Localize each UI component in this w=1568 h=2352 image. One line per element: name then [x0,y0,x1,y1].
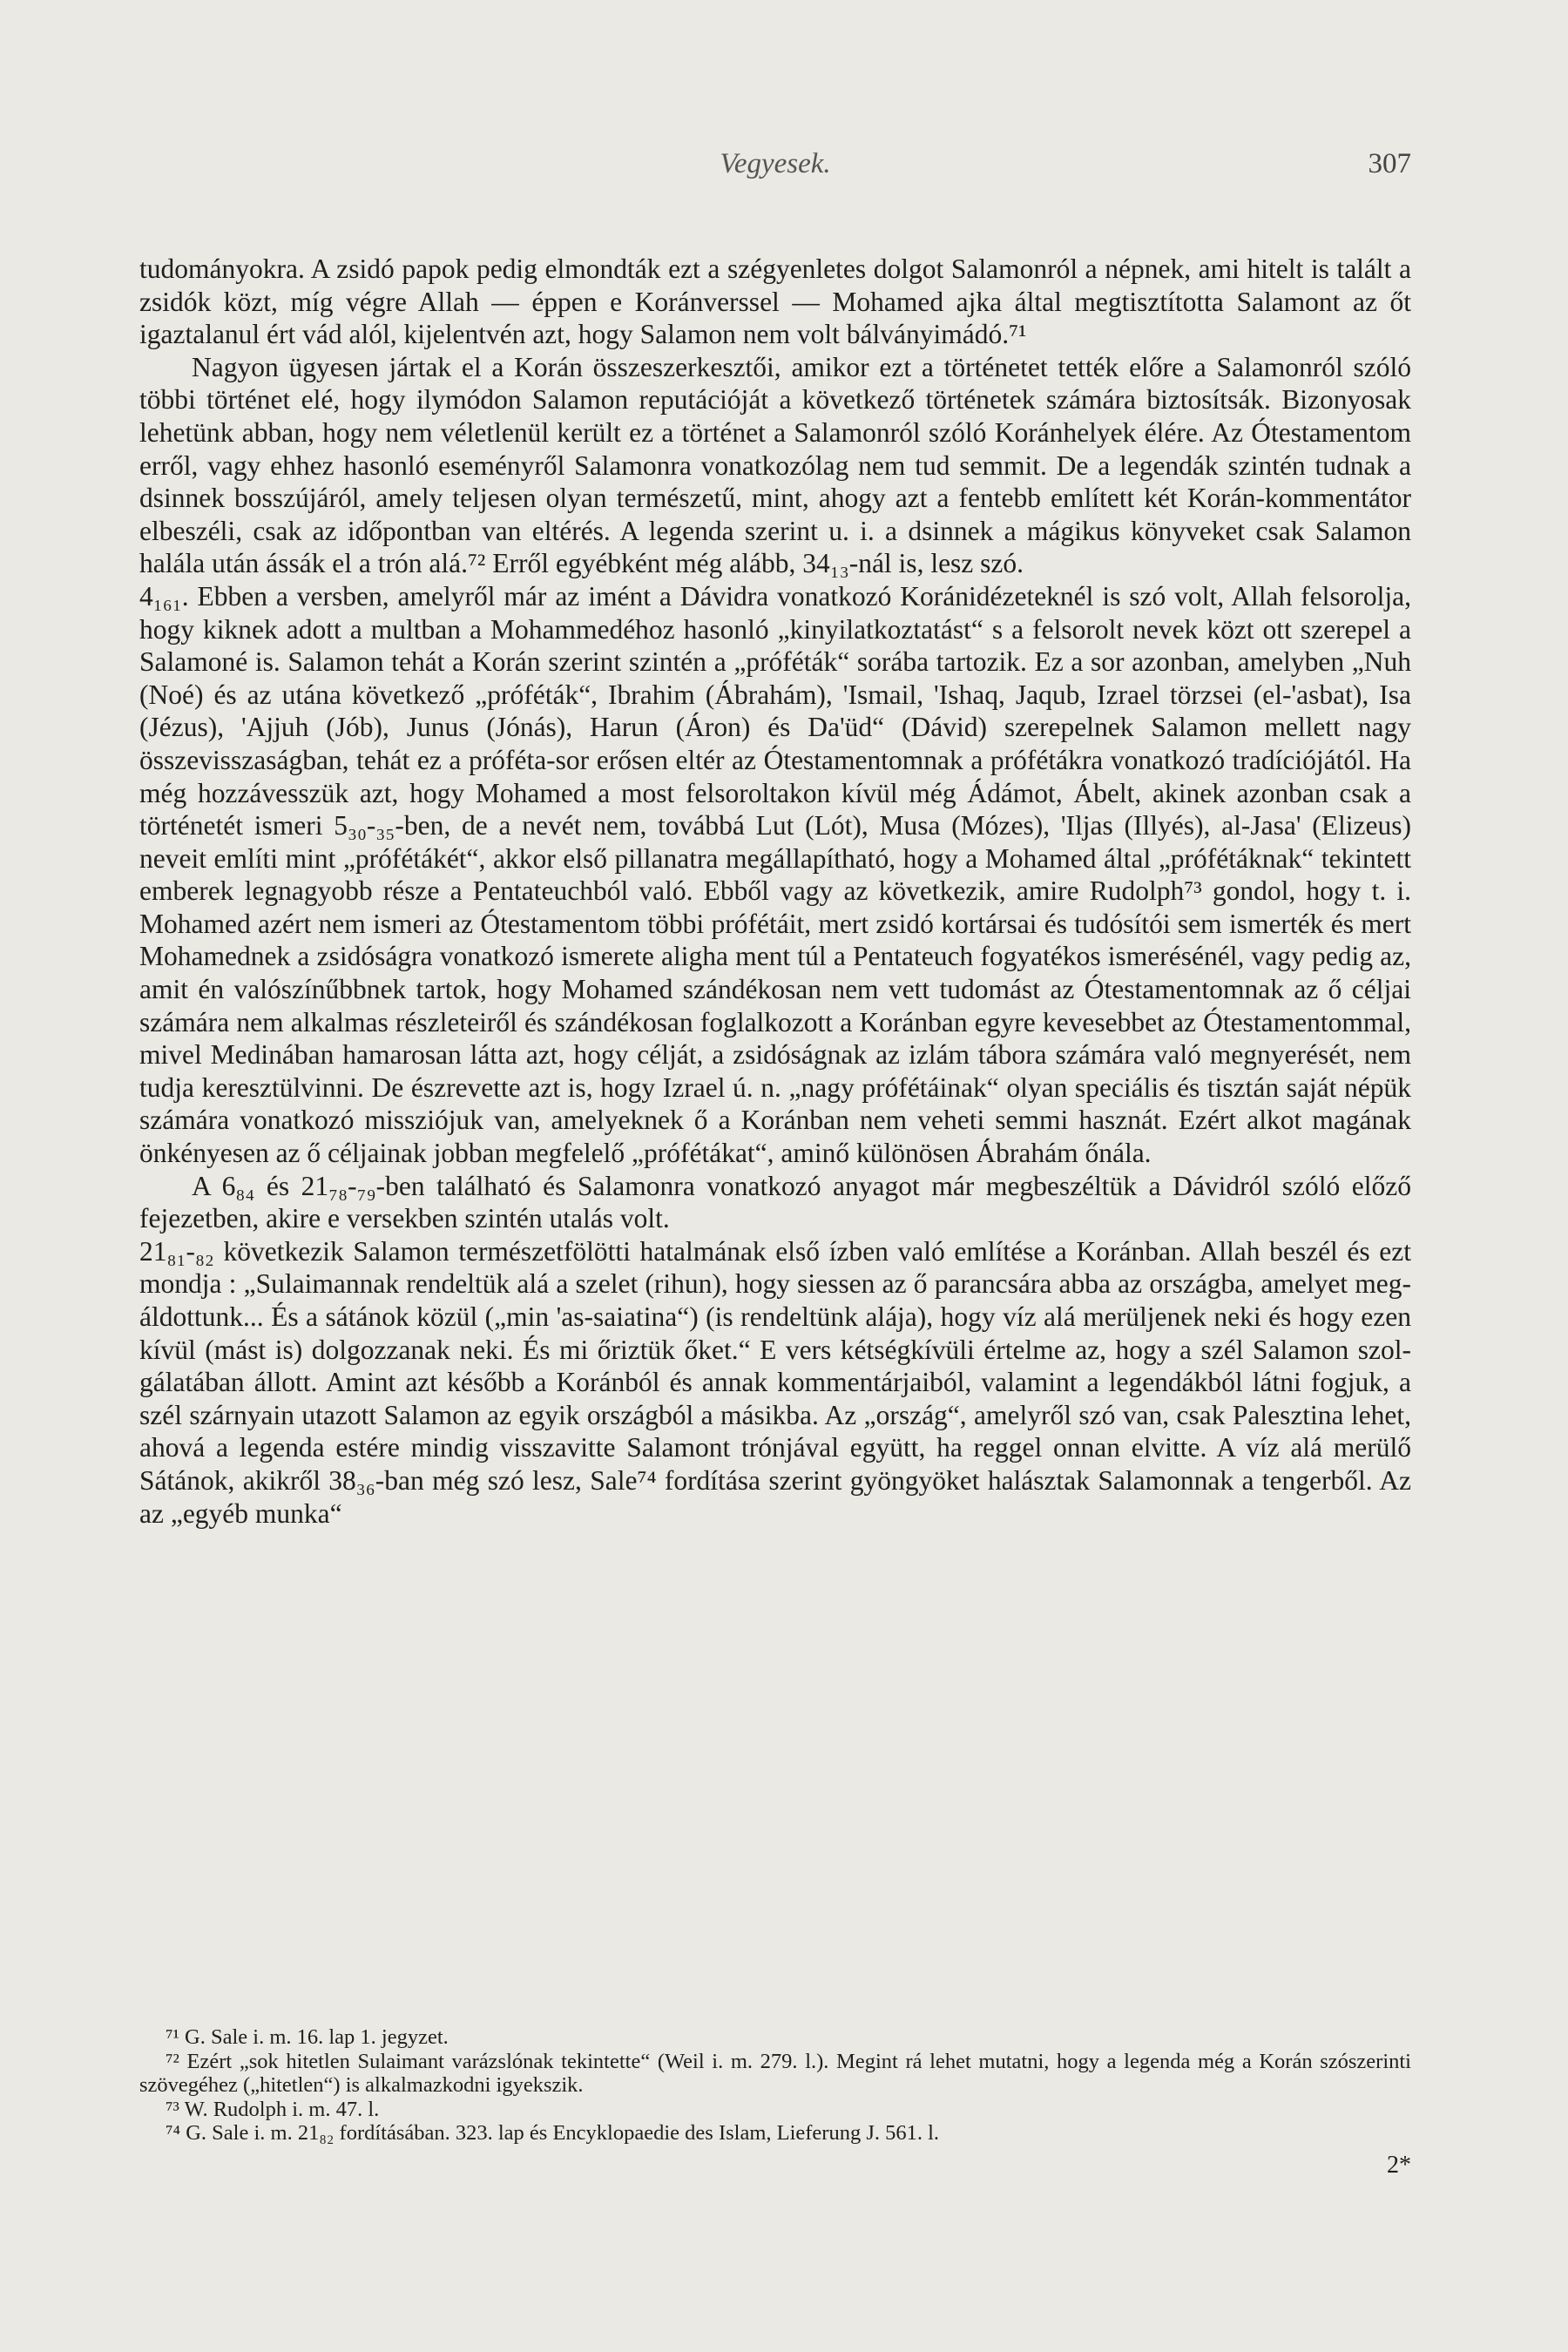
paragraph: 4₁₆₁. Ebben a versben, amelyről már az imént a Dávidra vonatkozó Koránidézeteknél is szó volt, Allah felsorolja, hogy kiknek adott a multban a Mohammedéhoz hasonló „kinyilatkoztatást“ s a felsorolt nevek közt ott szerepel a Salamoné is. Salamon tehát a Korán szerint szintén a „próféták“ sorába tartozik. Ez a sor azonban, amelyben „Nuh (Noé) és az utána következő „próféták“, Ibrahim (Ábrahám), 'Ismail, 'Ishaq, Jaqub, Izrael törzsei (el-'asbat), Isa (Jézus), 'Ajjuh (Jób), Junus (Jónás), Harun (Áron) és Da'üd“ (Dávid) szerepelnek Salamon mellett nagy összevisszaságban, tehát ez a próféta-sor erősen eltér az Ótestamentomnak a prófétákra vonatkozó tradíciójától. Ha még hozzávesszük azt, hogy Mohamed a most felsoroltakon kívül még Ádámot, Ábelt, akinek azonban csak a történetét ismeri 5₃₀-₃₅-ben, de a nevét nem, továbbá Lut (Lót), Musa (Mózes), 'Iljas (Illyés), al-Jasa' (Elizeus) neveit említi mint „prófétákét“, akkor első pillanatra megállapítható, hogy a Mohamed által „prófétáknak“ tekintett emberek legnagyobb része a Pentateuchból való. Ebből vagy az következik, amire Rudolph⁷³ gondol, hogy t. i. Mohamed azért nem ismeri az Ótestamentom többi prófétáit, mert zsidó kortársai és tudósítói sem ismerték és mert Mohamednek a zsidóságra vonatkozó ismerete aligha ment túl a Pentateuch fogyatékos ismerésénél, vagy pedig az, amit én valószínűbbnek tartok, hogy Mohamed szándékosan nem vett tudomást az Ótestamentomnak az ő céljai számára nem alkalmas részleteiről és szándékosan foglalkozott a Koránban egyre kevesebbet az Ótestamentommal, mivel Medinában hamarosan látta azt, hogy célját, a zsidóságnak az izlám tábora számára való megnyerését, nem tudja keresztülvinni. De észrevette azt is, hogy Izrael ú. n. „nagy prófétáinak“ olyan speciális és tisztán saját népük számára vonatkozó missziójuk van, amelyeknek ő a Koránban nem veheti semmi hasznát. Ezért alkot magának önkényesen az ő céljainak jobban megfelelő „prófétákat“, aminő különösen Ábrahám őnála. [139,580,1411,1169]
signature-mark: 2* [1387,2152,1411,2179]
page-header [139,148,1411,192]
footnote: ⁷³ W. Rudolph i. m. 47. l. [166,2097,380,2121]
footnotes [139,2025,1411,2146]
body-text [139,253,1411,1530]
running-title: Vegyesek. [720,148,831,179]
paragraph: Nagyon ügyesen jártak el a Korán összeszerkesztői, amikor ezt a történetet tették előre a Salamonról szóló többi történet elé, hogy ilymódon Salamon reputációját a következő történetek számára biztosítsák. Bizonyosak lehetünk abban, hogy nem véletlenül került ez a történet a Salamonról szóló Koránhelyek élére. Az Ótestamentom erről, vagy ehhez hasonló eseményről Salamonra vonatkozólag nem tud semmit. De a legendák szintén tudnak a dsinnek bosszújáról, amely teljesen olyan természetű, mint, ahogy azt a fentebb említett két Korán-kommentátor elbeszéli, csak az időpontban van eltérés. A legenda szerint u. i. a dsinnek a mágikus könyveket csak Salamon halála után ássák el a trón alá.⁷² Erről egyébként még alább, 34₁₃-nál is, lesz szó. [139,351,1411,579]
footnote: ⁷⁴ G. Sale i. m. 21₈₂ fordításában. 323. lap és Encyklopaedie des Islam, Lieferung J. 561. l. [166,2121,940,2145]
paragraph: 21₈₁-₈₂ következik Salamon természetfölötti hatalmának első ízben való említése a Koránban. Allah beszél és ezt mondja : „Sulaimannak rendeltük alá a szelet (rihun), hogy siessen az ő parancsára abba az országba, amelyet megáldottunk... És a sátánok közül („min 'as-saiatina“) (is rendeltünk alája), hogy víz alá merüljenek neki és hogy ezen kívül (mást is) dolgozzanak neki. És mi őriztük őket.“ E vers kétségkívüli értelme az, hogy a szél Salamon szolgálatában állott. Amint azt később a Koránból és annak kommentárjaiból, valamint a legendákból látni fogjuk, a szél szárnyain utazott Salamon az egyik országból a másikba. Az „ország“, amelyről szó van, csak Palesztina lehet, ahová a legenda estére mindig visszavitte Salamont trónjával együtt, ha reggel onnan elvitte. A víz alá merülő Sátánok, akikről 38₃₆-ban még szó lesz, Sale⁷⁴ fordítása szerint gyöngyöket halásztak Salamonnak a tengerből. Az az „egyéb munka“ [139,1235,1411,1529]
footnote: ⁷² Ezért „sok hitetlen Sulaimant varázslónak tekintette“ (Weil i. m. 279. l.). Megint rá lehet mutatni, hogy a legenda még a Korán szószerinti szövegéhez („hitetlen“) is alkalmazkodni igyekszik. [139,2049,1411,2097]
footnote: ⁷¹ G. Sale i. m. 16. lap 1. jegyzet. [166,2025,449,2049]
page-number: 307 [1368,148,1411,179]
paragraph: A 6₈₄ és 21₇₈-₇₉-ben található és Salamonra vonatkozó anyagot már megbeszéltük a Dávidról szóló előző fejezetben, akire e versekben szintén utalás volt. [139,1170,1411,1234]
paragraph: tudományokra. A zsidó papok pedig elmondták ezt a szégyenletes dolgot Salamonról a népnek, ami hitelt is talált a zsidók közt, míg végre Allah — éppen e Koránverssel — Mohamed ajka által megtisztította Salamont az őt igaztalanul ért vád alól, kijelentvén azt, hogy Salamon nem volt bálványimádó.⁷¹ [139,253,1411,350]
